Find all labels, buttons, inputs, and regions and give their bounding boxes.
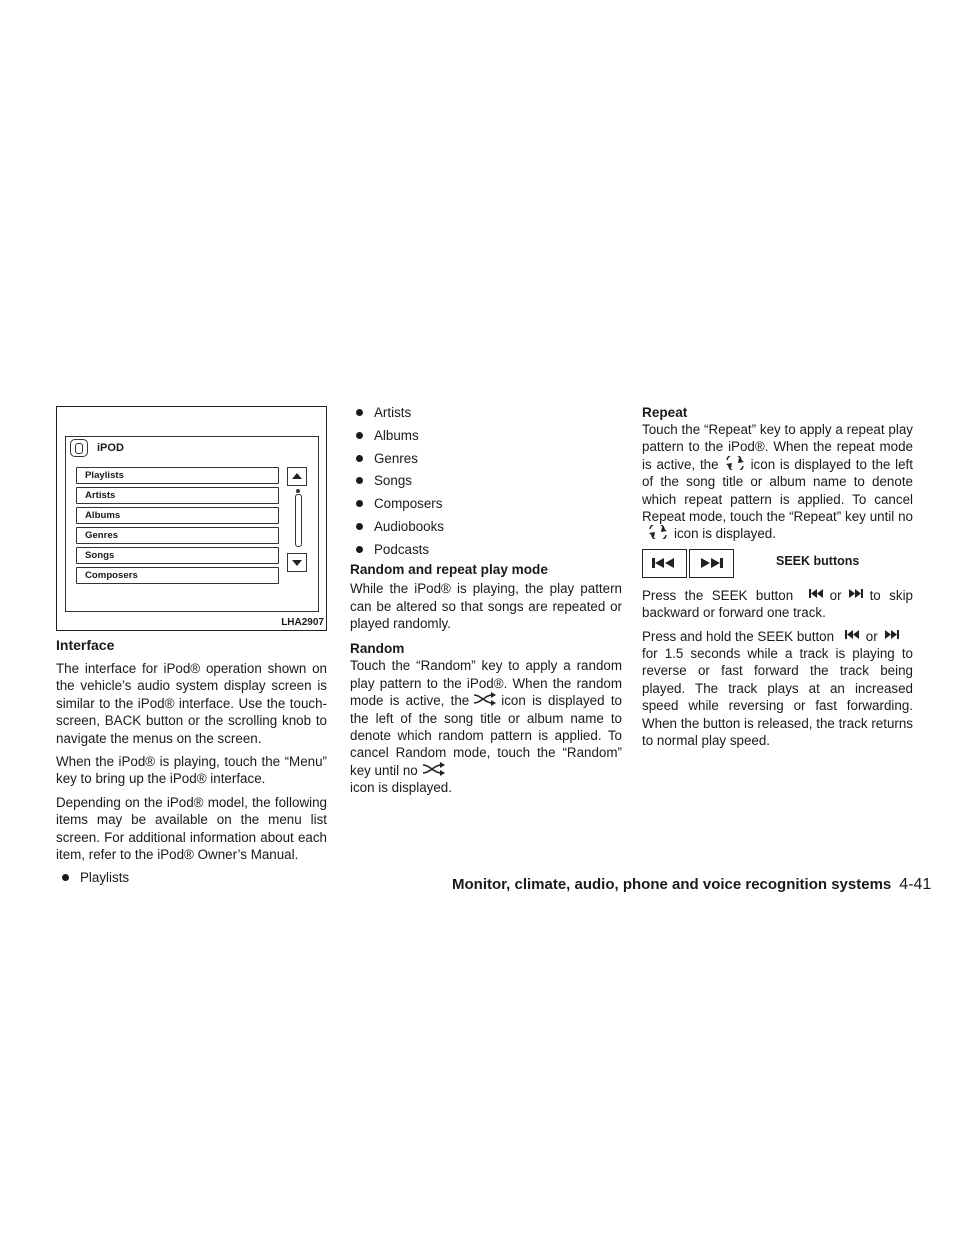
ipod-screen-figure: [56, 406, 327, 631]
subheading-random: Random: [350, 641, 405, 657]
scroll-up-button[interactable]: [287, 467, 307, 486]
bullet-item: Songs: [350, 472, 622, 489]
menu-item-composers[interactable]: Composers: [76, 567, 279, 584]
bullet-item: Audiobooks: [350, 518, 622, 535]
scroll-track[interactable]: [295, 494, 302, 547]
menu-item-songs[interactable]: Songs: [76, 547, 279, 564]
paragraph-repeat: Touch the “Repeat” key to apply a repeat play pattern to the iPod®. When the repeat mode is active, the icon is displayed to the left of the song title or album name to denote which repeat pattern is applied. To cancel Repeat mode, touch the “Repeat” key until noicon is displayed.: [642, 422, 913, 542]
repeat-icon: [646, 525, 670, 539]
bullet-item: Playlists: [56, 869, 327, 886]
skip-forward-icon: [690, 550, 732, 576]
menu-item-playlists[interactable]: Playlists: [76, 467, 279, 484]
menu-item-artists[interactable]: Artists: [76, 487, 279, 504]
repeat-icon: [723, 456, 747, 470]
menu-item-albums[interactable]: Albums: [76, 507, 279, 524]
skip-forward-icon: [882, 628, 902, 642]
seek-forward-button[interactable]: [689, 549, 734, 578]
arrow-down-icon: [288, 554, 306, 571]
ipod-screen: [65, 436, 319, 612]
heading-interface: Interface: [56, 637, 115, 653]
heading-random-repeat: Random and repeat play mode: [350, 562, 548, 578]
paragraph-seek: Press the SEEK button or to skip backward or forward one track.: [642, 587, 913, 621]
page-footer: [452, 876, 931, 894]
skip-back-icon: [643, 550, 685, 576]
scroll-down-button[interactable]: [287, 553, 307, 572]
screen-title: iPOD: [97, 442, 124, 454]
column-3: [642, 404, 913, 750]
column-1: [56, 636, 327, 887]
shuffle-icon: [422, 762, 446, 776]
paragraph: Depending on the iPod® model, the following items may be available on the menu list screen. For additional information about each item, refer to the iPod® Owner’s Manual.: [56, 794, 327, 863]
arrow-up-icon: [288, 468, 306, 485]
seek-buttons-illustration: [642, 549, 913, 579]
seek-caption: SEEK buttons: [776, 553, 860, 568]
figure-label: LHA2907: [281, 617, 324, 628]
bullet-item: Genres: [350, 450, 622, 467]
skip-back-icon: [842, 628, 862, 642]
bullet-item: Podcasts: [350, 541, 622, 558]
subheading-repeat: Repeat: [642, 405, 688, 420]
skip-back-icon: [806, 587, 826, 601]
footer-title: Monitor, climate, audio, phone and voice recognition systems: [452, 876, 892, 893]
paragraph: The interface for iPod® operation shown on the vehicle’s audio system display screen is similar to the iPod® interface. Use the touch-screen, BACK button or the scrolling knob to navigate the menus on the screen.: [56, 661, 327, 746]
ipod-icon: [70, 439, 88, 457]
skip-forward-icon: [846, 587, 866, 601]
bullet-item: Artists: [350, 404, 622, 421]
column-2: [350, 404, 622, 797]
scroll-position-dot: [296, 489, 300, 493]
seek-back-button[interactable]: [642, 549, 687, 578]
paragraph-seek-hold: Press and hold the SEEK button or for 1.5 seconds while a track is playing to reverse or fast forward the track being played. The track plays at an increased speed while reversing or fast forwarding. When the button is released, the track returns to normal play speed.: [642, 628, 913, 749]
bullet-item: Albums: [350, 427, 622, 444]
page-number: 4-41: [899, 876, 932, 893]
paragraph-random: Touch the “Random” key to apply a random play pattern to the iPod®. When the random mode is active, the icon is displayed to the left of the song title or album name to denote which random pattern is applied. To cancel Random mode, touch the “Random” key until no icon is displayed.: [350, 658, 622, 796]
paragraph: While the iPod® is playing, the play pattern can be altered so that songs are repeated or played randomly.: [350, 581, 622, 631]
menu-item-genres[interactable]: Genres: [76, 527, 279, 544]
paragraph: When the iPod® is playing, touch the “Menu” key to bring up the iPod® interface.: [56, 754, 327, 787]
shuffle-icon: [473, 692, 497, 706]
bullet-item: Composers: [350, 495, 622, 512]
